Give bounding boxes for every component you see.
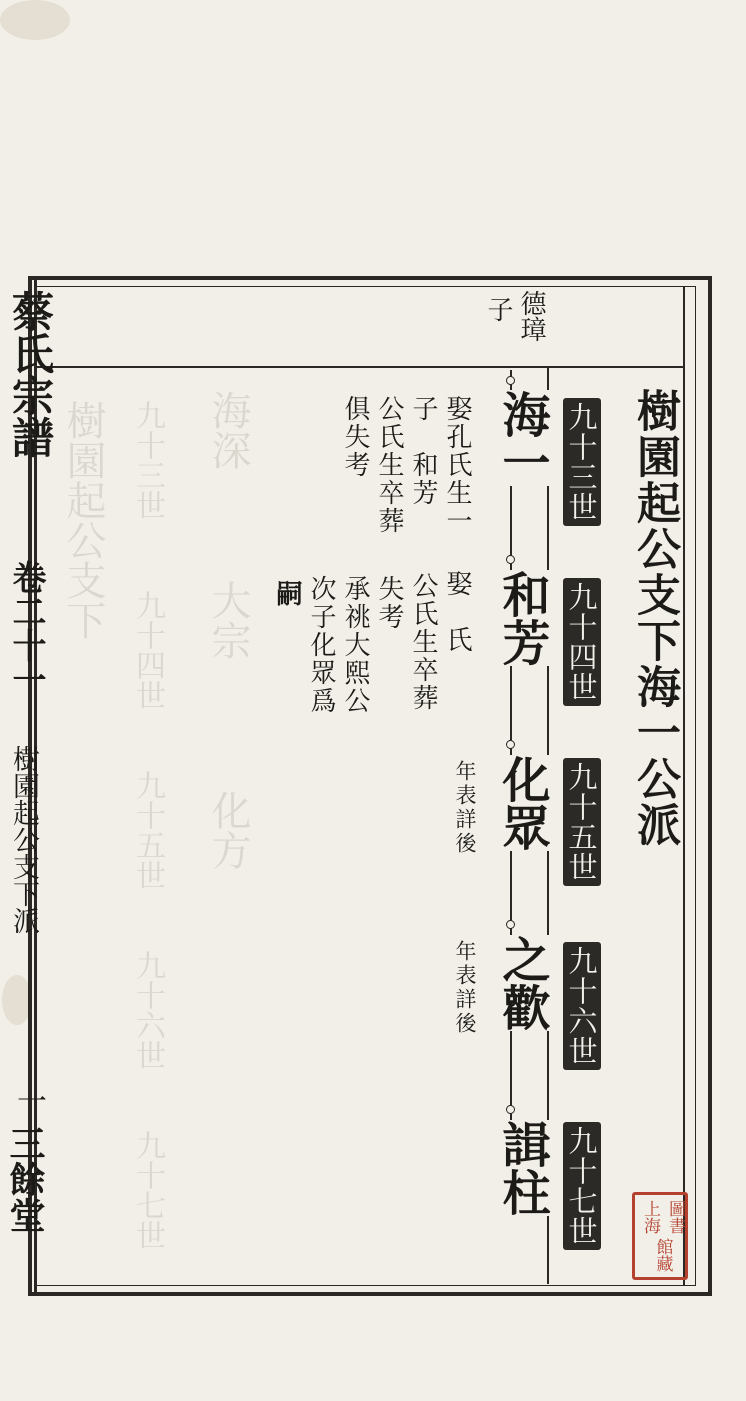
- member-name: 諿柱: [488, 1120, 557, 1216]
- member-name: 化眾: [488, 755, 557, 851]
- member-name: 之歡: [488, 935, 557, 1031]
- generation-label: 九十六世: [563, 942, 601, 1070]
- bleed-through-text: 大宗: [205, 580, 251, 660]
- member-note: 俱失考: [340, 395, 370, 479]
- lineage-node: [506, 1105, 515, 1114]
- lineage-node: [506, 376, 515, 385]
- member-note: 年表詳後: [453, 940, 477, 1036]
- member-note: 娶孔氏生一: [442, 395, 472, 535]
- generation-label: 九十七世: [563, 1122, 601, 1250]
- generation-label: 九十三世: [563, 398, 601, 526]
- lineage-node: [506, 555, 515, 564]
- hall-name: 三餘堂: [4, 1125, 46, 1233]
- member-note: 次子化眾爲: [306, 575, 336, 715]
- member-note: 娶 氏: [442, 570, 472, 654]
- member-note: 子 和芳: [408, 395, 438, 507]
- lineage-node: [506, 740, 515, 749]
- page-title: 樹園起公支下海一公派: [629, 388, 680, 848]
- lineage-node: [506, 920, 515, 929]
- member-note: 公氏生卒葬: [408, 572, 438, 712]
- bleed-through-text: 樹園起公支下: [60, 400, 106, 640]
- member-name: 海一: [488, 390, 557, 486]
- member-note: 年表詳後: [453, 760, 477, 856]
- generation-label: 九十五世: [563, 758, 601, 886]
- seal-text: 館藏: [652, 1238, 673, 1272]
- bleed-through-text: 海深: [205, 390, 251, 470]
- bleed-through-text: 九十五世: [130, 770, 165, 890]
- bleed-through-text: 九十四世: [130, 590, 165, 710]
- parent-name: 德璋: [516, 290, 546, 342]
- member-note: 嗣: [272, 580, 302, 608]
- seal-text: 上海: [640, 1200, 660, 1234]
- bleed-through-text: 九十七世: [130, 1130, 165, 1250]
- generation-label: 九十四世: [563, 578, 601, 706]
- bleed-through-text: 九十六世: [130, 950, 165, 1070]
- parent-relation: 子: [483, 296, 513, 322]
- library-seal: [632, 1192, 688, 1280]
- seal-text: 圖書: [665, 1200, 685, 1234]
- bleed-through-text: 化方: [205, 790, 251, 870]
- member-name: 和芳: [488, 570, 557, 666]
- bleed-through-text: 九十三世: [130, 400, 165, 520]
- paper-stain: [0, 0, 70, 40]
- member-note: 承祧大熙公: [340, 575, 370, 715]
- volume-label: 卷二十一: [6, 560, 46, 696]
- section-label: 樹園起公支下派: [8, 745, 39, 934]
- member-note: 失考: [374, 575, 404, 631]
- member-note: 公氏生卒葬: [374, 395, 404, 535]
- book-title: 蔡氏宗譜: [6, 290, 55, 458]
- header-divider: [36, 366, 683, 368]
- page-number: 一: [11, 1085, 46, 1115]
